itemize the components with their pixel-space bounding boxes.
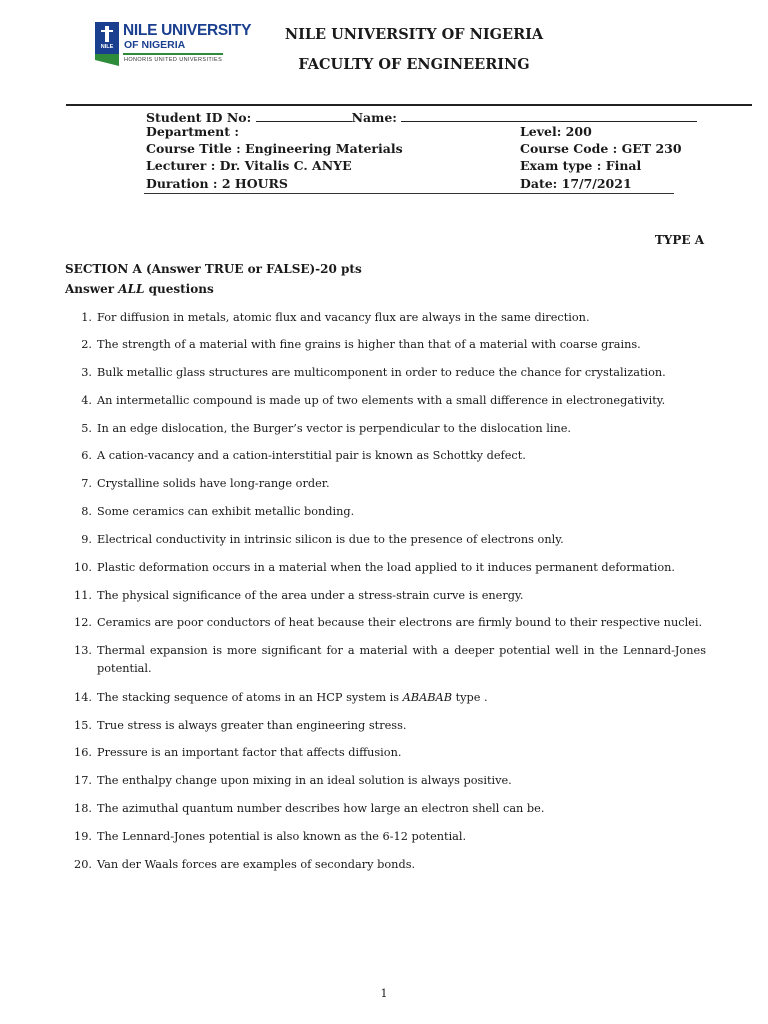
question-item (66, 614, 706, 632)
question-item (66, 503, 706, 521)
question-number: 19. (74, 830, 92, 843)
date-label: Date: 17/7/2021 (520, 176, 632, 191)
department-label: Department : (146, 124, 239, 139)
course-title-label: Course Title : Engineering Materials (146, 141, 403, 156)
question-number: 4. (81, 394, 92, 407)
question-number: 3. (81, 366, 92, 379)
question-item (66, 689, 706, 707)
level-label: Level: 200 (520, 124, 592, 139)
question-number: 11. (74, 589, 92, 602)
student-id-label: Student ID No: (146, 110, 252, 125)
question-text-part: The stacking sequence of atoms in an HCP system is (97, 691, 403, 704)
question-text-part: type . (452, 691, 488, 704)
question-text: Plastic deformation occurs in a material when the load applied to it induces permanent deformation. (97, 561, 676, 574)
question-text: Ceramics are poor conductors of heat because their electrons are firmly bound to their respective nuclei. (97, 616, 703, 629)
question-text: Electrical conductivity in intrinsic silicon is due to the presence of electrons only. (97, 533, 564, 546)
question-item (66, 392, 706, 410)
info-rule (144, 193, 674, 194)
question-text: The physical significance of the area under a stress-strain curve is energy. (97, 589, 524, 602)
question-item (66, 856, 706, 874)
question-item (66, 642, 706, 678)
question-text: A cation-vacancy and a cation-interstitial pair is known as Schottky defect. (97, 449, 526, 462)
question-text: Crystalline solids have long-range order. (97, 477, 330, 490)
question-text: The strength of a material with fine grains is higher than that of a material with coarse grains. (97, 338, 641, 351)
exam-type-tag: TYPE A (654, 233, 704, 247)
question-text: Bulk metallic glass structures are multicomponent in order to reduce the chance for crystalization. (97, 366, 666, 379)
question-number: 5. (81, 422, 92, 435)
logo-name: NILE UNIVERSITY (123, 22, 252, 39)
name-label: Name: (351, 110, 397, 125)
question-number: 10. (74, 561, 92, 574)
question-text: True stress is always greater than engineering stress. (97, 719, 407, 732)
instruction-prefix: Answer (65, 282, 119, 296)
question-number: 17. (74, 774, 92, 787)
question-item (66, 717, 706, 735)
question-item (66, 531, 706, 549)
logo-tagline: HONORIS UNITED UNIVERSITIES (124, 57, 223, 63)
instruction-emphasis: ALL (118, 282, 145, 296)
stacking-sequence: ABABAB (402, 691, 453, 704)
page-number: 1 (380, 987, 388, 1000)
question-number: 7. (81, 477, 92, 490)
question-item (66, 772, 706, 790)
question-item (66, 336, 706, 354)
question-text: The Lennard-Jones potential is also known as the 6-12 potential. (97, 830, 467, 843)
question-number: 13. (74, 644, 92, 657)
exam-type-label: Exam type : Final (520, 158, 642, 173)
question-number: 2. (81, 338, 92, 351)
question-text: An intermetallic compound is made up of two elements with a small difference in electronegativity. (97, 394, 666, 407)
question-item (66, 828, 706, 846)
question-text: Van der Waals forces are examples of secondary bonds. (97, 858, 416, 871)
logo-subname: OF NIGERIA (124, 39, 186, 51)
question-item (66, 475, 706, 493)
question-number: 8. (81, 505, 92, 518)
course-code-label: Course Code : GET 230 (520, 141, 682, 156)
question-item (66, 364, 706, 382)
header-rule (66, 104, 752, 106)
question-item (66, 309, 706, 327)
question-text: In an edge dislocation, the Burger’s vector is perpendicular to the dislocation line. (97, 422, 572, 435)
question-number: 16. (74, 746, 92, 759)
question-number: 1. (81, 311, 92, 324)
question-number: 14. (74, 691, 92, 704)
university-title: NILE UNIVERSITY OF NIGERIA (284, 26, 544, 43)
question-number: 18. (74, 802, 92, 815)
question-item (66, 559, 706, 577)
duration-label: Duration : 2 HOURS (146, 176, 288, 191)
question-text: Pressure is an important factor that affects diffusion. (97, 746, 402, 759)
student-id-row (146, 109, 697, 125)
question-text: For diffusion in metals, atomic flux and vacancy flux are always in the same direction. (97, 311, 590, 324)
logo-divider (123, 53, 223, 55)
question-number: 15. (74, 719, 92, 732)
question-item (66, 800, 706, 818)
name-blank[interactable] (401, 109, 697, 122)
section-title: SECTION A (Answer TRUE or FALSE)-20 pts (65, 262, 362, 276)
question-number: 20. (74, 858, 92, 871)
question-item (66, 447, 706, 465)
question-item (66, 744, 706, 762)
instruction-suffix: questions (144, 282, 214, 296)
student-id-blank[interactable] (256, 109, 352, 122)
question-item (66, 420, 706, 438)
question-item (66, 587, 706, 605)
question-number: 9. (81, 533, 92, 546)
section-instruction (65, 282, 214, 296)
emblem-text: NILE (100, 44, 114, 50)
question-text: Thermal expansion is more significant for a material with a deeper potential well in the Lennard-Jones potential. (97, 644, 706, 675)
lecturer-label: Lecturer : Dr. Vitalis C. ANYE (146, 158, 352, 173)
question-text: The azimuthal quantum number describes how large an electron shell can be. (97, 802, 545, 815)
question-text (97, 689, 706, 707)
question-text: Some ceramics can exhibit metallic bonding. (97, 505, 355, 518)
question-text: The enthalpy change upon mixing in an ideal solution is always positive. (97, 774, 512, 787)
question-number: 12. (74, 616, 92, 629)
faculty-title: FACULTY OF ENGINEERING (298, 56, 530, 73)
question-number: 6. (81, 449, 92, 462)
